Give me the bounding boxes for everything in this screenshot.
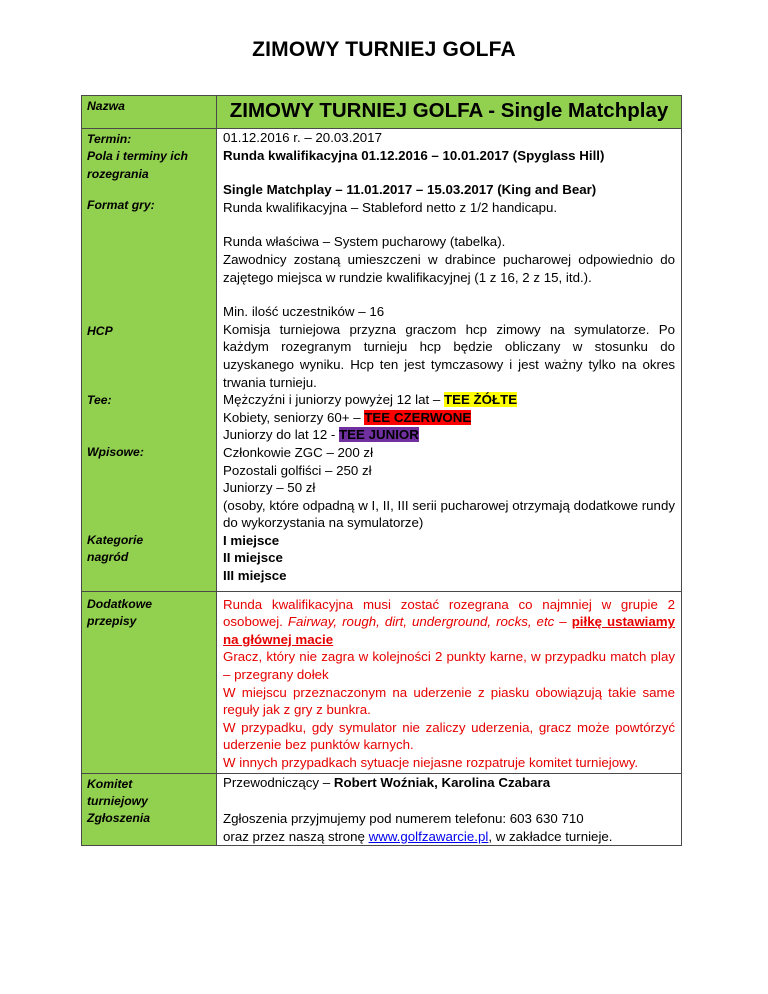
prize-3: III miejsce — [223, 568, 287, 584]
hcp-text: Komisja turniejowa przyzna graczom hcp zimowy na symulatorze. Po każdym rozegranym turnieju hcp będzie obliczany w stosunku do uzyskanego wyniku. Hcp ten jest tymczasowy i jest ważny tylko na okres trwania turnieju. — [223, 321, 675, 390]
termin-dates: 01.12.2016 r. – 20.03.2017 — [223, 130, 382, 145]
rules-column — [217, 591, 682, 773]
row-name — [82, 96, 682, 129]
row-committee — [82, 773, 682, 846]
format-seeding: Zawodnicy zostaną umieszczeni w drabince pucharowej odpowiednio do zajętego miejsca w rundzie kwalifikacyjnej (1 z 16, 2 z 15, itd.). — [223, 251, 675, 285]
rule-2: Gracz, który nie zagra w kolejności 2 punkty karne, w przypadku match play – przegrany dołek — [223, 649, 675, 683]
tee-yellow-badge: TEE ŻÓŁTE — [443, 392, 518, 408]
tee-men: Mężczyźni i juniorzy powyżej 12 lat – TEE ŻÓŁTE — [223, 392, 518, 408]
registration-phone: Zgłoszenia przyjmujemy pod numerem telefonu: 603 630 710 — [223, 811, 584, 827]
label-name: Nazwa — [82, 96, 217, 129]
format-main-round: Runda właściwa – System pucharowy (tabelka). — [223, 234, 506, 250]
labels-bottom — [82, 773, 217, 846]
termin-qualifier: Runda kwalifikacyjna 01.12.2016 – 10.01.2017 (Spyglass Hill) — [223, 147, 605, 163]
rule-5: W innych przypadkach sytuacje niejasne rozpatruje komitet turniejowy. — [223, 755, 639, 770]
labels-column — [82, 129, 217, 592]
committee-column — [217, 773, 682, 846]
committee-names: Robert Woźniak, Karolina Czabara — [333, 774, 551, 790]
registration-web: oraz przez naszą stronę www.golfzawarcie.pl, w zakładce turnieje. — [223, 828, 613, 844]
termin-matchplay: Single Matchplay – 11.01.2017 – 15.03.2017 (King and Bear) — [223, 182, 597, 198]
fee-juniors: Juniorzy – 50 zł — [223, 480, 316, 496]
document-title: ZIMOWY TURNIEJ GOLFA — [252, 38, 516, 61]
tournament-table — [81, 95, 682, 846]
label-dodatkowe: Dodatkowe przepisy — [82, 591, 217, 773]
label-wpisowe: Wpisowe: — [87, 445, 144, 460]
label-hcp: HCP — [87, 323, 113, 338]
label-zgloszenia: Zgłoszenia — [87, 811, 150, 826]
label-format: Format gry: — [87, 198, 155, 213]
tournament-name: ZIMOWY TURNIEJ GOLFA - Single Matchplay — [217, 96, 682, 129]
label-komitet: Komitet turniejowy — [87, 776, 148, 808]
website-link[interactable]: www.golfzawarcie.pl — [368, 828, 489, 844]
tee-women: Kobiety, seniorzy 60+ – TEE CZERWONE — [223, 409, 472, 425]
label-pola: Pola i terminy ich rozegrania — [87, 149, 188, 181]
rule-1: Runda kwalifikacyjna musi zostać rozegrana co najmniej w grupie 2 osobowej. Fairway, rough, dirt, underground, rocks, etc – piłkę ustawiamy na głównej macie — [223, 596, 675, 647]
fee-others: Pozostali golfiści – 250 zł — [223, 462, 372, 478]
label-termin: Termin: — [87, 132, 132, 146]
format-min-players: Min. ilość uczestników – 16 — [223, 304, 385, 320]
prize-1: I miejsce — [223, 532, 280, 548]
fee-members: Członkowie ZGC – 200 zł — [223, 444, 374, 460]
fee-note: (osoby, które odpadną w I, II, III serii pucharowej otrzymają dodatkowe rundy do wykorzystania na symulatorze) — [223, 497, 675, 531]
rule-3: W miejscu przeznaczonym na uderzenie z piasku obowiązują takie same reguły jak z gry z bunkra. — [223, 684, 675, 718]
label-kategorie: Kategorie nagród — [87, 532, 144, 565]
values-column — [217, 129, 682, 592]
tee-junior: Juniorzy do lat 12 - TEE JUNIOR — [223, 427, 419, 443]
tee-red-badge: TEE CZERWONE — [364, 409, 472, 425]
rule-4: W przypadku, gdy symulator nie zaliczy uderzenia, gracz może powtórzyć uderzenie bez punktów karnych. — [223, 719, 675, 753]
prize-2: II miejsce — [223, 550, 283, 566]
committee-text: Przewodniczący – Robert Woźniak, Karolina Czabara — [223, 774, 551, 790]
row-main — [82, 129, 682, 592]
row-rules — [82, 591, 682, 773]
format-qualifier: Runda kwalifikacyjna – Stableford netto z 1/2 handicapu. — [223, 199, 558, 215]
label-tee: Tee: — [87, 393, 112, 408]
tee-junior-badge: TEE JUNIOR — [339, 427, 419, 443]
